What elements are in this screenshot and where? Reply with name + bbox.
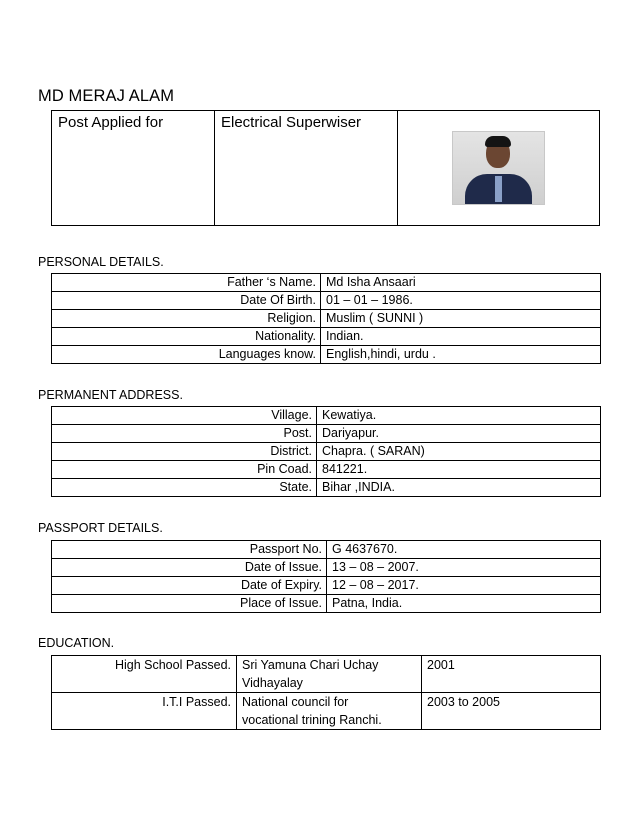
row-key: District. [52, 443, 317, 461]
row-year: 2003 to 2005 [422, 693, 601, 730]
table-row [52, 595, 601, 613]
row-key: Date of Expiry. [52, 577, 327, 595]
table-row [52, 656, 601, 693]
table-row [52, 310, 601, 328]
post-value: Electrical Superwiser [215, 111, 398, 226]
applicant-name: MD MERAJ ALAM [38, 87, 175, 105]
row-value: G 4637670. [327, 541, 601, 559]
row-value: 13 – 08 – 2007. [327, 559, 601, 577]
row-value: Kewatiya. [317, 407, 601, 425]
table-row [52, 407, 601, 425]
row-institution [237, 693, 422, 730]
institution-line: Vidhayalay [242, 676, 303, 690]
row-key: Village. [52, 407, 317, 425]
row-value: 841221. [317, 461, 601, 479]
table-row [52, 693, 601, 730]
photo-cell [398, 111, 600, 226]
row-year: 2001 [422, 656, 601, 693]
table-row [52, 274, 601, 292]
education-title: EDUCATION. [38, 636, 115, 650]
row-key: Religion. [52, 310, 321, 328]
institution-line: vocational trining Ranchi. [242, 713, 382, 727]
row-key: I.T.I Passed. [52, 693, 237, 730]
permanent-address-table [51, 406, 601, 497]
institution-line: Sri Yamuna Chari Uchay [242, 658, 379, 672]
row-key: Place of Issue. [52, 595, 327, 613]
post-label: Post Applied for [52, 111, 215, 226]
row-value: Indian. [321, 328, 601, 346]
personal-details-table [51, 273, 601, 364]
row-value: Muslim ( SUNNI ) [321, 310, 601, 328]
row-key: Nationality. [52, 328, 321, 346]
table-row [52, 461, 601, 479]
row-key: Father ‘s Name. [52, 274, 321, 292]
institution-line: National council for [242, 695, 349, 709]
row-key: Post. [52, 425, 317, 443]
post-table [51, 110, 600, 226]
table-row [52, 292, 601, 310]
personal-details-title: PERSONAL DETAILS. [38, 255, 164, 269]
passport-details-table [51, 540, 601, 613]
row-key: Pin Coad. [52, 461, 317, 479]
row-key: High School Passed. [52, 656, 237, 693]
permanent-address-title: PERMANENT ADDRESS. [38, 388, 183, 402]
row-value: Patna, India. [327, 595, 601, 613]
row-value: Chapra. ( SARAN) [317, 443, 601, 461]
table-row [52, 328, 601, 346]
table-row [52, 425, 601, 443]
row-institution [237, 656, 422, 693]
education-table [51, 655, 601, 730]
passport-details-title: PASSPORT DETAILS. [38, 521, 163, 535]
row-value: Dariyapur. [317, 425, 601, 443]
applicant-photo [452, 131, 545, 205]
row-key: Date Of Birth. [52, 292, 321, 310]
row-value: English,hindi, urdu . [321, 346, 601, 364]
row-key: Date of Issue. [52, 559, 327, 577]
table-row [52, 541, 601, 559]
table-row [52, 559, 601, 577]
row-value: 01 – 01 – 1986. [321, 292, 601, 310]
table-row [52, 443, 601, 461]
table-row [52, 479, 601, 497]
row-key: State. [52, 479, 317, 497]
row-value: Md Isha Ansaari [321, 274, 601, 292]
table-row [52, 577, 601, 595]
table-row [52, 346, 601, 364]
row-value: 12 – 08 – 2017. [327, 577, 601, 595]
row-value: Bihar ,INDIA. [317, 479, 601, 497]
row-key: Passport No. [52, 541, 327, 559]
row-key: Languages know. [52, 346, 321, 364]
